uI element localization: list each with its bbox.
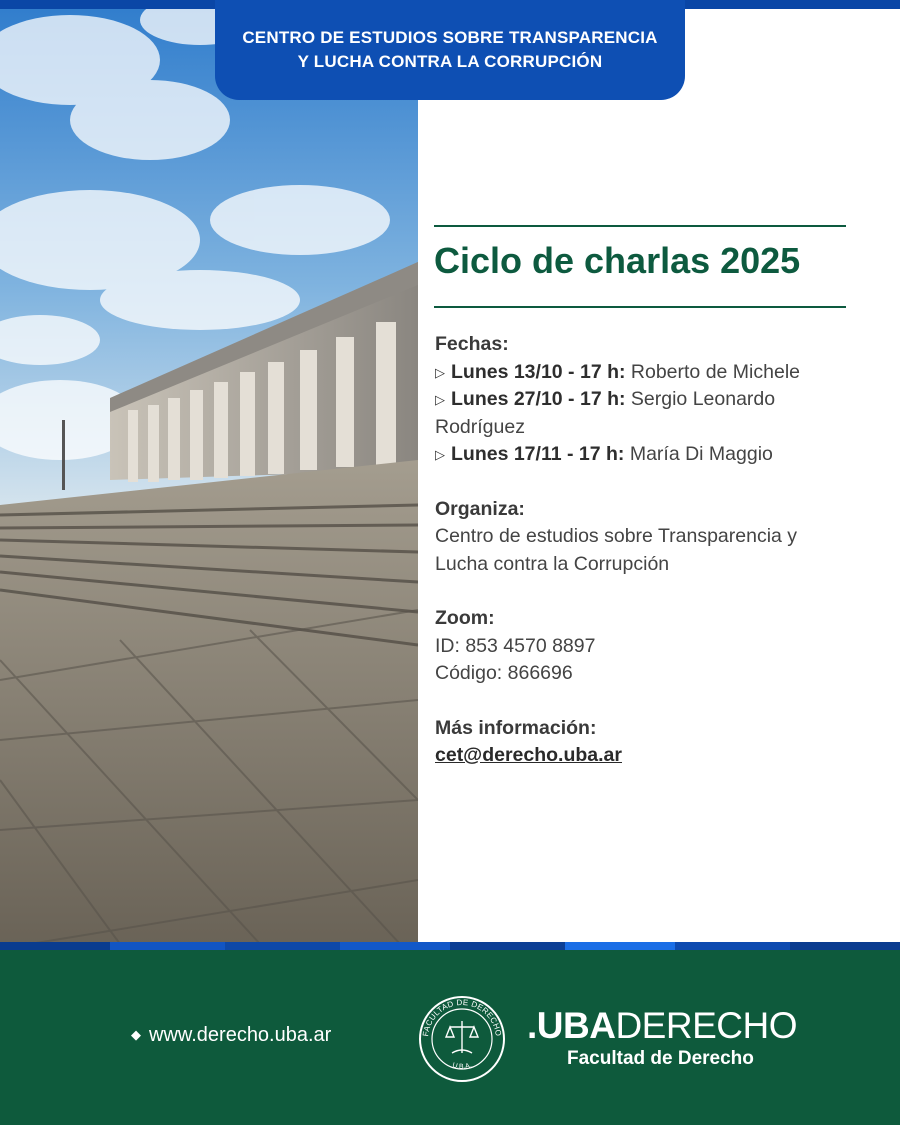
triangle-right-icon: ▷ <box>435 447 445 462</box>
brand-uba: .UBA <box>527 1005 616 1046</box>
banner-title <box>220 26 680 74</box>
organiza-section <box>435 496 855 579</box>
fecha-speaker: María Di Maggio <box>629 443 773 465</box>
fecha-date: Lunes 27/10 - 17 h: <box>451 388 626 410</box>
title-rule-bottom <box>434 306 846 308</box>
triangle-right-icon: ▷ <box>435 392 445 407</box>
more-info-section <box>435 715 855 770</box>
brand-derecho: DERECHO <box>615 1005 797 1046</box>
brand-wordmark <box>527 1006 797 1046</box>
fecha-item <box>435 441 855 469</box>
fecha-item <box>435 386 855 414</box>
zoom-id: ID: 853 4570 8897 <box>435 634 596 657</box>
page-title: Ciclo de charlas 2025 <box>434 240 801 281</box>
fecha-date: Lunes 13/10 - 17 h: <box>451 360 626 383</box>
fechas-section <box>435 331 855 469</box>
zoom-section <box>435 605 855 688</box>
event-info <box>435 331 855 797</box>
organiza-line-2: Lucha contra la Corrupción <box>435 552 670 575</box>
hero-photo <box>0 0 418 944</box>
zoom-code: Código: 866696 <box>435 662 573 684</box>
faculty-building-illustration <box>0 0 418 944</box>
diamond-bullet-icon: ◆ <box>131 1027 141 1042</box>
website-link[interactable] <box>131 1024 331 1047</box>
fecha-date: Lunes 17/11 - 17 h: <box>451 443 625 465</box>
email-link[interactable]: cet@derecho.uba.ar <box>435 744 622 766</box>
header-banner <box>215 0 685 100</box>
banner-line-1: CENTRO DE ESTUDIOS SOBRE TRANSPARENCIA <box>242 28 658 47</box>
fecha-speaker: Roberto de Michele <box>630 360 800 383</box>
organiza-label: Organiza: <box>435 497 525 520</box>
seal-text-top: FACULTAD DE DERECHO <box>421 997 503 1037</box>
fecha-item <box>435 359 855 387</box>
faculty-seal-logo <box>418 995 506 1083</box>
fecha-speaker: Sergio Leonardo <box>630 388 776 410</box>
svg-text:U.B.A. <box>451 1062 472 1071</box>
seal-text-bottom: U.B.A. <box>451 1062 473 1071</box>
banner-line-2: Y LUCHA CONTRA LA CORRUPCIÓN <box>297 52 603 71</box>
triangle-right-icon: ▷ <box>435 364 445 380</box>
uba-derecho-logo <box>527 1006 797 1070</box>
zoom-label: Zoom: <box>435 607 495 629</box>
website-text: www.derecho.uba.ar <box>149 1024 332 1046</box>
fecha-speaker-cont: Rodríguez <box>435 415 525 438</box>
fechas-label: Fechas: <box>435 333 509 355</box>
brand-subtitle: Facultad de Derecho <box>567 1048 754 1069</box>
more-info-label: Más información: <box>435 716 597 739</box>
title-rule-top <box>434 225 846 227</box>
organiza-line-1: Centro de estudios sobre Transparencia y <box>435 525 798 547</box>
footer-accent-bar <box>0 942 900 950</box>
